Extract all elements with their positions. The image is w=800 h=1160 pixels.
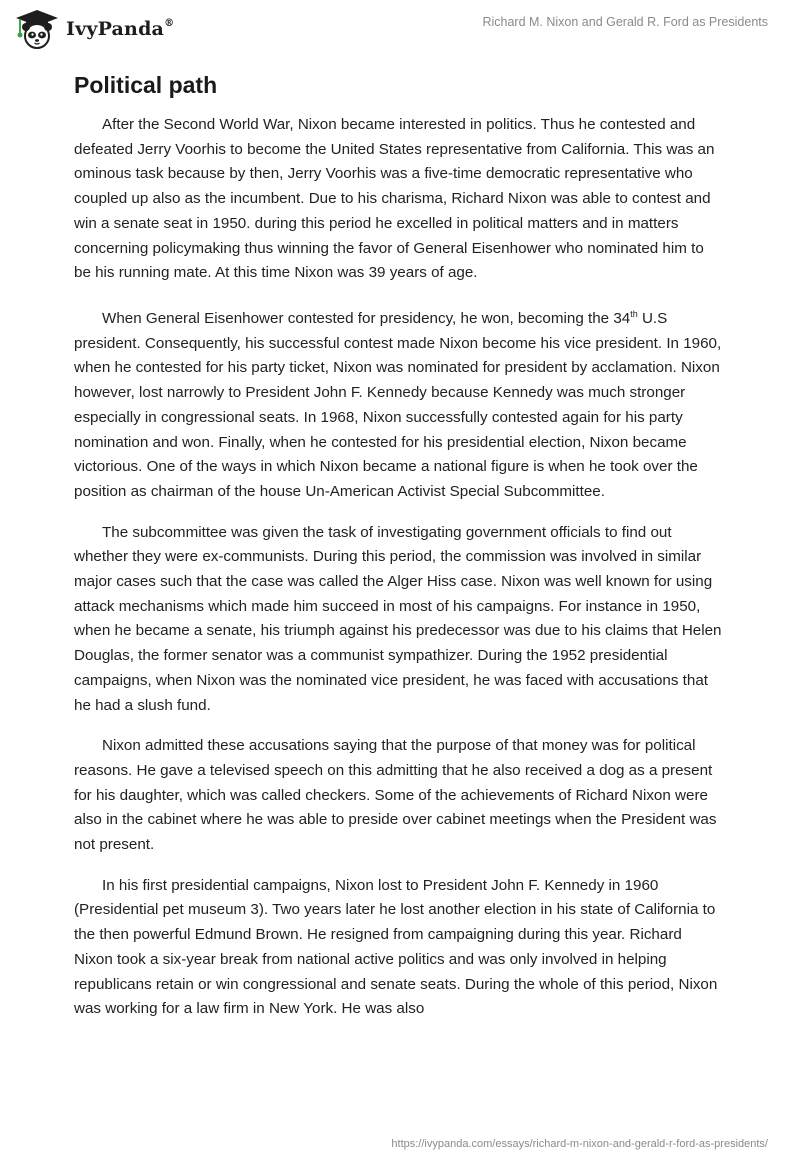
paragraph: After the Second World War, Nixon became interested in politics. Thus he contested and defeated Jerry Voorhis to become the United States representative from California. This was an ominous task because by then, Jerry Voorhis was a five-time democratic representative who coupled up also as the incumbent. Due to his charisma, Richard Nixon was able to contest and win a senate seat in 1950. during this period he excelled in political matters and in matters concerning policymaking thus winning the favor of General Eisenhower who nominated him to be his running mate. At this time Nixon was 39 years of age.: [74, 116, 715, 282]
page-header: [0, 0, 800, 60]
essay-content: [74, 72, 724, 1038]
registered-mark: ®: [164, 17, 175, 29]
ivypanda-logo[interactable]: [14, 8, 174, 50]
source-url[interactable]: https://ivypanda.com/essays/richard-m-nixon-and-gerald-r-ford-as-presidents/: [391, 1138, 768, 1150]
paragraph: In his first presidential campaigns, Nixon lost to President John F. Kennedy in 1960 (Presidential pet museum 3). Two years later he lost another election in his state of California to the then powerful Edmund Brown. He resigned from campaigning during this year. Richard Nixon took a six-year break from national active politics and was only involved in helping republicans retain or win congressional and senate seats. During the whole of this period, Nixon was working for a law firm in New York. He was also: [74, 876, 718, 1018]
panda-graduate-icon: [14, 8, 60, 50]
paragraph: When General Eisenhower contested for presidency, he won, becoming the 34th U.S president. Consequently, his successful contest made Nixon become his vice president. In 1960, when he contested for his party ticket, Nixon was nominated for president by acclamation. Nixon however, lost narrowly to President John F. Kennedy because Kennedy was much stronger especially in congressional seats. In 1968, Nixon successfully contested again for his party nomination and won. Finally, when he contested for his presidential election, Nixon became victorious. One of the ways in which Nixon became a national figure is when he took over the position as chairman of the house Un-American Activist Special Subcommittee.: [74, 308, 722, 500]
section-heading: Political path: [74, 72, 218, 98]
paragraph: Nixon admitted these accusations saying that the purpose of that money was for political reasons. He gave a televised speech on this admitting that he also received a dog as a present for his daughter, which was called checkers. Some of the achievements of Richard Nixon were also in the cabinet where he was able to preside over cabinet meetings when the President was not present.: [74, 737, 717, 854]
brand-name: IvyPanda®: [66, 17, 175, 40]
document-title: Richard M. Nixon and Gerald R. Ford as Presidents: [482, 15, 768, 29]
ordinal-suffix: th: [630, 308, 638, 319]
paragraph: The subcommittee was given the task of investigating government officials to find out whether they were ex-communists. During this period, the commission was involved in similar major cases such that the case was called the Alger Hiss case. Nixon was well known for using attack mechanisms which made him succeed in most of his campaigns. For instance in 1950, when he became a senate, his triumph against his predecessor was due to his claims that Helen Douglas, the former senator was a communist sympathizer. During the 1952 presidential campaigns, when Nixon was the nominated vice president, he was faced with accusations that he had a slush fund.: [74, 523, 722, 714]
